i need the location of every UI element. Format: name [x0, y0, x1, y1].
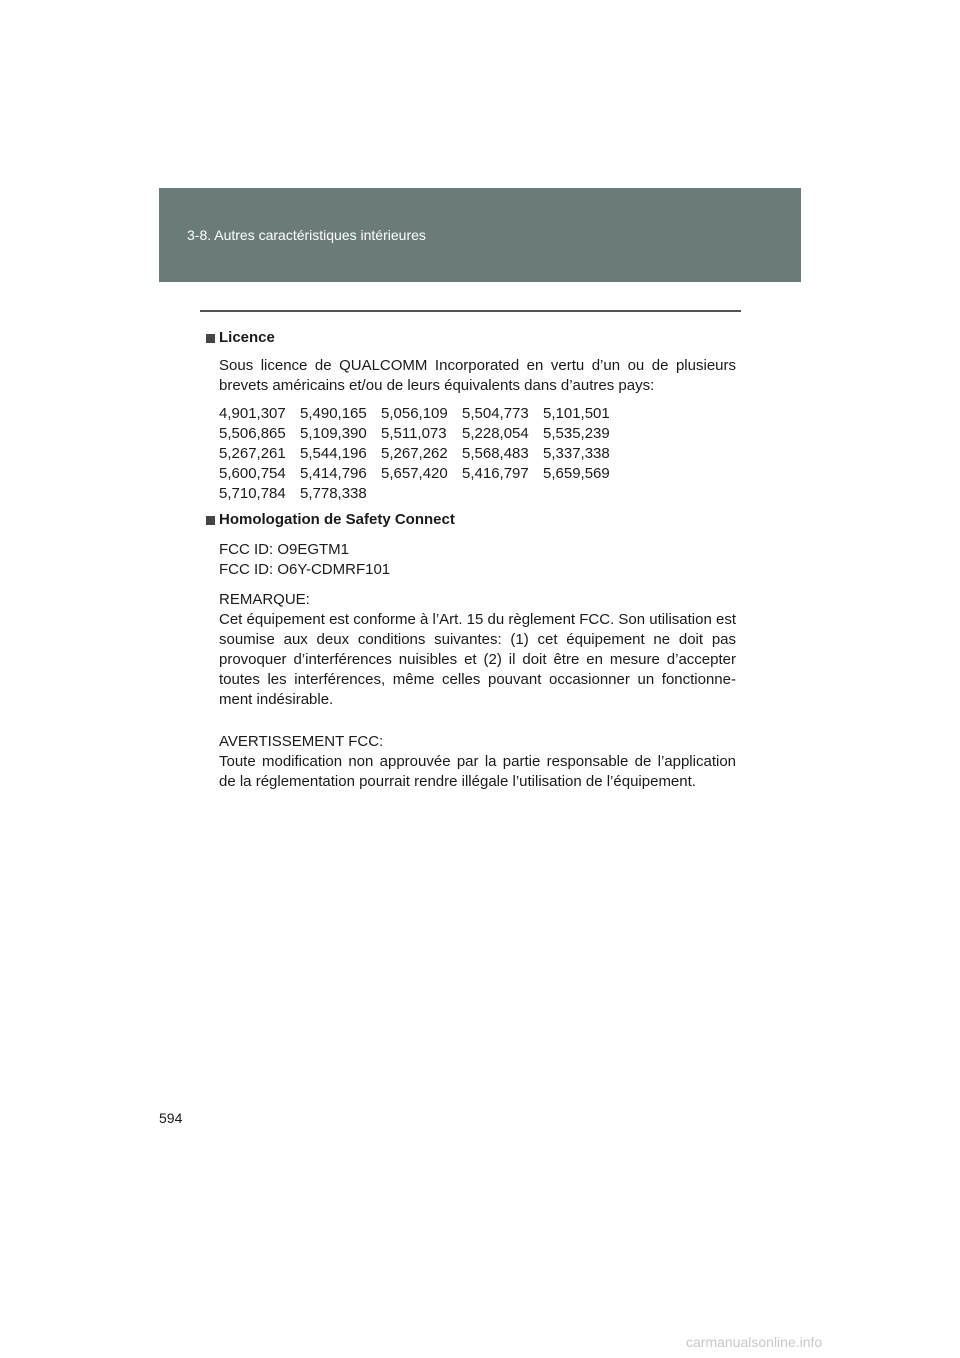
patent-number: 5,056,109 [381, 405, 448, 422]
patent-number: 5,511,073 [381, 425, 447, 442]
remarque-label: REMARQUE: [219, 591, 310, 608]
patent-number: 5,657,420 [381, 465, 448, 482]
patent-row [219, 464, 736, 484]
fcc-id-1: FCC ID: O9EGTM1 [219, 541, 350, 558]
patent-number: 5,659,569 [543, 465, 610, 482]
page-number: 594 [159, 1110, 183, 1126]
section-title: 3-8. Autres caractéristiques intérieures [187, 227, 426, 243]
divider-line [200, 310, 741, 312]
warning-label: AVERTISSEMENT FCC: [219, 733, 384, 750]
patent-number: 5,228,054 [462, 425, 529, 442]
fcc-ids [219, 540, 736, 580]
patent-number: 5,101,501 [543, 405, 610, 422]
patent-number: 4,901,307 [219, 405, 286, 422]
licence-heading [206, 328, 736, 348]
patent-number: 5,504,773 [462, 405, 529, 422]
fcc-id-2: FCC ID: O6Y-CDMRF101 [219, 561, 391, 578]
page-content [206, 328, 736, 792]
licence-text: Sous licence de QUALCOMM Incorporated en vertu d’un ou de plusieurs brevets américains et/ou de leurs équivalents dans d’autres pays: [219, 357, 736, 394]
patent-row [219, 404, 736, 424]
watermark: carmanualsonline.info [686, 1334, 823, 1350]
warning-text: Toute modification non approuvée par la partie responsable de l’application de la réglementation pourrait rendre illégale l’utilisation de l’équipement. [219, 753, 736, 790]
homologation-heading-text: Homologation de Safety Connect [219, 511, 455, 528]
patent-number: 5,535,239 [543, 425, 610, 442]
warning-block [219, 732, 736, 792]
patent-row [219, 444, 736, 464]
section-header-band [159, 188, 801, 282]
square-bullet-icon [206, 516, 215, 525]
patent-number: 5,778,338 [300, 485, 367, 502]
patent-number: 5,267,261 [219, 445, 286, 462]
patent-number: 5,414,796 [300, 465, 367, 482]
patent-list [219, 404, 736, 504]
patent-number: 5,416,797 [462, 465, 529, 482]
patent-number: 5,337,338 [543, 445, 610, 462]
patent-number: 5,710,784 [219, 485, 286, 502]
patent-number: 5,544,196 [300, 445, 367, 462]
homologation-heading [206, 510, 736, 530]
remarque-text: Cet équipement est conforme à l’Art. 15 du règlement FCC. Son utilisation est soumise aux deux conditions suivantes: (1) cet équipement ne doit pas provoquer d’interférences nuisibles et (2) il doit être en mesure d’accepter toutes les interférences, même celles pouvant occasionner un fonctionne-ment indésirable. [219, 611, 736, 708]
patent-row [219, 424, 736, 444]
patent-number: 5,267,262 [381, 445, 448, 462]
patent-number: 5,506,865 [219, 425, 286, 442]
square-bullet-icon [206, 334, 215, 343]
patent-number: 5,109,390 [300, 425, 367, 442]
patent-row [219, 484, 736, 504]
patent-number: 5,490,165 [300, 405, 367, 422]
licence-heading-text: Licence [219, 329, 275, 346]
patent-number: 5,600,754 [219, 465, 286, 482]
patent-number: 5,568,483 [462, 445, 529, 462]
remarque-block [219, 590, 736, 710]
